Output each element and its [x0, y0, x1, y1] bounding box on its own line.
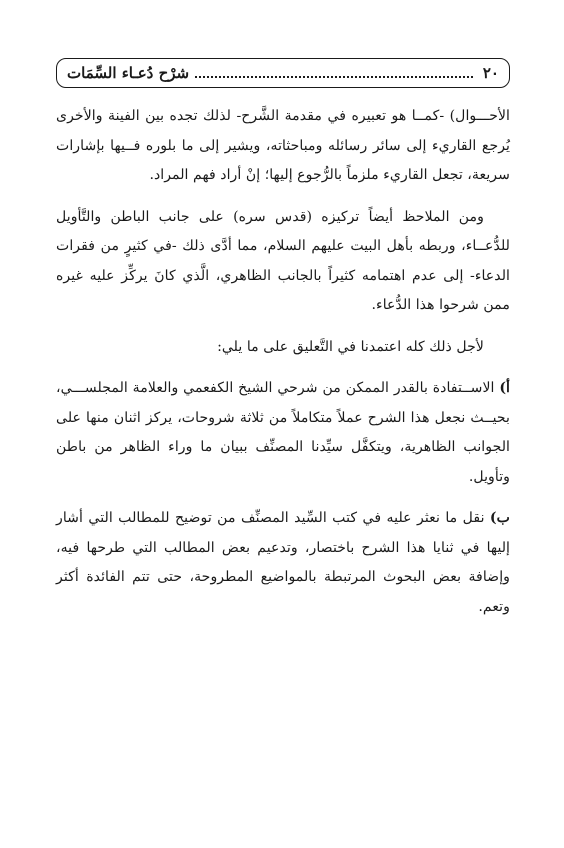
- book-page: [56, 58, 510, 622]
- paragraph-text: ومن الملاحظ أيضاً تركيزه (قدس سره) على جانب الباطن والتَّأويل للدُّعــاء، وربطه بأهل البيت عليهم السلام، مما أدَّى ذلك -في كثيرٍ من فقرات الدعاء- إلى عدم اهتمامه كثيراً بالجانب الظاهري، الَّذي كانَ يركِّز عليه غيره ممن شرحوا هذا الدُّعاء.: [56, 208, 510, 313]
- item-marker: أ): [499, 380, 510, 396]
- item-marker: ب): [489, 510, 510, 526]
- page-header: [56, 58, 510, 88]
- paragraph-5: [56, 504, 510, 622]
- body-text: [56, 102, 510, 622]
- paragraph-1: [56, 102, 510, 191]
- paragraph-text: نقل ما نعثر عليه في كتب السِّيد المصنِّف من توضيح للمطالب التي أشار إليها في ثنايا هذا الشرح باختصار، وتدعيم بعض المطالب التي طرحها فيه، وإضافة بعض البحوث المرتبطة بالمواضيع المطروحة، حتى تتم الفائدة أكثر وتعم.: [56, 510, 510, 615]
- paragraph-text: الأحـــوال) -كمــا هو تعبيره في مقدمة الشَّرح- لذلك تجده بين الفينة والأخرى يُرجع القاريء إلى سائر رسائله ومباحثاته، ويشير إلى ما بلوره فــيها بإشارات سريعة، تجعل القاريء ملزماً بالرُّجوع إليها؛ إنْ أراد فهم المراد.: [56, 108, 510, 183]
- paragraph-text: لأجل ذلك كله اعتمدنا في التَّعليق على ما يلي:: [217, 338, 484, 355]
- paragraph-text: الاســتفادة بالقدر الممكن من شرحي الشيخ الكفعمي والعلامة المجلســـي، بحيــث نجعل هذا الشرح عملاً متكاملاً من ثلاثة شروحات، يركز اثنان منها على الجوانب الظاهرية، ويتكفَّل سيِّدنا المصنِّف ببيان ما وراء الظاهر من باطن وتأويل.: [56, 380, 510, 485]
- dotted-leader: [195, 76, 473, 78]
- paragraph-3: [56, 333, 510, 363]
- paragraph-4: [56, 374, 510, 492]
- page-number: ٢٠: [482, 64, 499, 82]
- paragraph-2: [56, 203, 510, 321]
- running-title: شرْح دُعـاء السِّمَات: [67, 64, 190, 82]
